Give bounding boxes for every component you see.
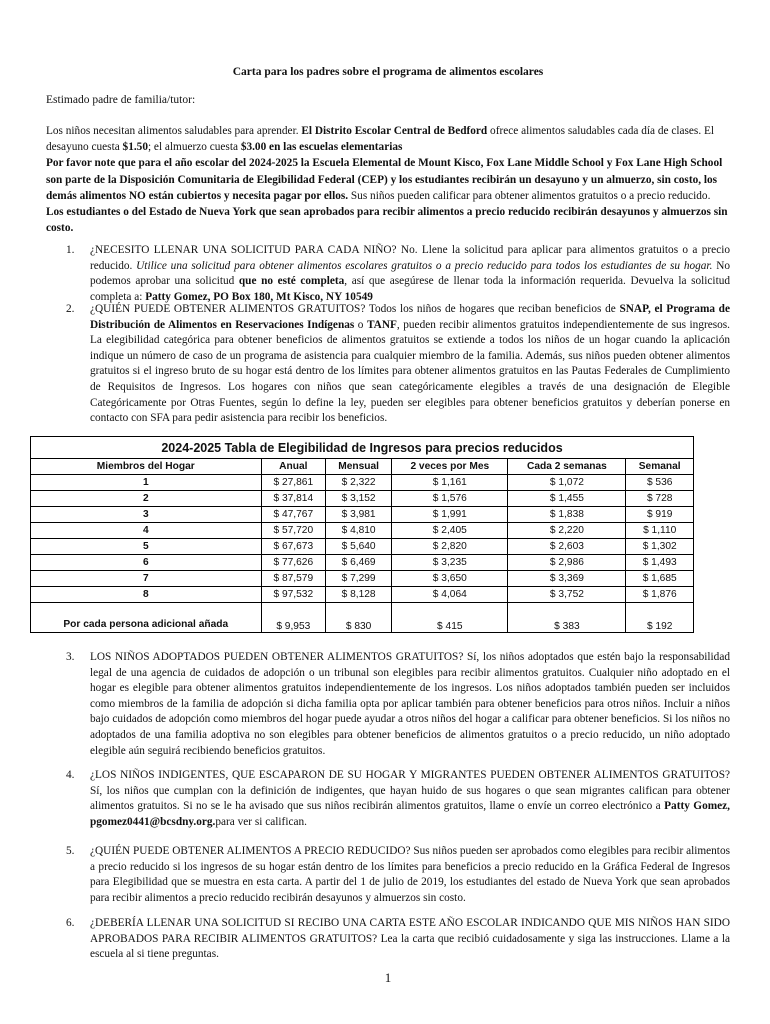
table-cell: $ 3,650 (392, 571, 508, 587)
faq-item-4: 4. ¿LOS NIÑOS INDIGENTES, QUE ESCAPARON DE SU HOGAR Y MIGRANTES PUEDEN OBTENER ALIMENTOS GRATUITOS? Sí, los niños que cumplan con la definición de indigentes, que hayan huido de sus hogares o que sean migrantes califican para obtener alimentos gratuitos. Si no se le ha avisado que sus niños recibirán alimentos gratuitos, llame o envíe un correo electrónico a Patty Gomez, pgomez0441@bcsdny.org.para ver si califican. (66, 769, 730, 828)
table-header-cell: Cada 2 semanas (508, 459, 626, 475)
table-cell: $ 1,455 (508, 491, 626, 507)
table-cell: $ 6,469 (326, 555, 392, 571)
table-cell: $ 830 (326, 603, 392, 633)
cep-notice: Por favor note que para el año escolar del 2024-2025 la Escuela Elemental de Mount Kisco, Fox Lane Middle School y Fox Lane High School son parte de la Disposición Comunitaria de Elegibilidad Federal (CEP) y los estudiantes recibirán un desayuno y un almuerzo, sin costo, los demás alimentos NO están cubiertos y necesita pagar por ellos. (46, 157, 723, 202)
table-row (31, 539, 694, 555)
table-cell: $ 8,128 (326, 587, 392, 603)
contact-email: Patty Gomez, pgomez0441@bcsdny.org. (90, 800, 730, 828)
table-cell: Por cada persona adicional añada (31, 603, 262, 633)
table-row-additional-person (31, 603, 694, 633)
table-cell: $ 9,953 (261, 603, 326, 633)
table-cell: $ 87,579 (261, 571, 326, 587)
table-cell: $ 67,673 (261, 539, 326, 555)
table-row (31, 571, 694, 587)
table-cell: $ 536 (626, 475, 694, 491)
table-cell: $ 5,640 (326, 539, 392, 555)
table-header-cell: Mensual (326, 459, 392, 475)
return-address: Patty Gomez, PO Box 180, Mt Kisco, NY 10549 (145, 290, 373, 303)
table-cell: $ 728 (626, 491, 694, 507)
income-eligibility-table (30, 436, 694, 633)
table-cell: $ 3,981 (326, 507, 392, 523)
intro-paragraph: Los niños necesitan alimentos saludables para aprender. El Distrito Escolar Central de Bedford ofrece alimentos saludables cada día de clases. El desayuno cuesta $1.50; el almuerzo cuesta $3.00 en las escuelas elementarias Por favor note que para el año escolar del 2024-2025 la Escuela Elemental de Mount Kisco, Fox Lane Middle School y Fox Lane High School son parte de la Disposición Comunitaria de Elegibilidad Federal (CEP) y los estudiantes recibirán un desayuno y un almuerzo, sin costo, los demás alimentos NO están cubiertos y necesita pagar por ellos. Sus niños pueden calificar para obtener alimentos gratuitos o a precio reducido. Los estudiantes o del Estado de Nueva York que sean aprobados para recibir alimentos a precio reducido recibirán desayunos y almuerzos sin costo. (46, 125, 728, 235)
salutation: Estimado padre de familia/tutor: (46, 94, 196, 106)
table-cell: $ 2,322 (326, 475, 392, 491)
table-cell: $ 2,603 (508, 539, 626, 555)
table-caption: 2024-2025 Tabla de Elegibilidad de Ingresos para precios reducidos (31, 437, 694, 459)
table-row (31, 507, 694, 523)
faq-item-5: 5. ¿QUIÉN PUEDE OBTENER ALIMENTOS A PRECIO REDUCIDO? Sus niños pueden ser aprobados como elegibles para recibir alimentos a precio reducido si los ingresos de su hogar están dentro de los límites para beneficios a precio reducido en la Gráfica Federal de Ingresos para Elegibilidad que se muestra en esta carta. A partir del 1 de julio de 2019, los estudiantes del estado de Nueva York que sean aprobados para recibir alimentos a precio reducido recibirán desayunos y almuerzos sin costo. (66, 845, 730, 904)
table-row (31, 523, 694, 539)
table-cell: $ 2,820 (392, 539, 508, 555)
table-cell: $ 1,876 (626, 587, 694, 603)
table-cell: 7 (31, 571, 262, 587)
table-row (31, 587, 694, 603)
table-cell: $ 4,064 (392, 587, 508, 603)
table-cell: 1 (31, 475, 262, 491)
table-cell: $ 919 (626, 507, 694, 523)
table-cell: $ 3,752 (508, 587, 626, 603)
table-cell: $ 1,302 (626, 539, 694, 555)
faq-item-1: 1. ¿NECESITO LLENAR UNA SOLICITUD PARA CADA NIÑO? No. Llene la solicitud para aplicar para alimentos gratuitos o a precio reducido. Utilice una solicitud para obtener alimentos escolares gratuitos o a precio reducido para todos los estudiantes de su hogar. No podemos aprobar una solicitud que no esté completa, así que asegúrese de llenar toda la información requerida. Devuelva la solicitud completa a: Patty Gomez, PO Box 180, Mt Kisco, NY 10549 (66, 244, 731, 303)
table-header-cell: Semanal (626, 459, 694, 475)
table-cell: $ 1,576 (392, 491, 508, 507)
table-cell: $ 3,152 (326, 491, 392, 507)
table-cell: $ 57,720 (261, 523, 326, 539)
table-cell: $ 7,299 (326, 571, 392, 587)
table-cell: 6 (31, 555, 262, 571)
table-cell: $ 1,838 (508, 507, 626, 523)
table-cell: $ 77,626 (261, 555, 326, 571)
table-header-cell: Anual (261, 459, 326, 475)
table-cell: $ 37,814 (261, 491, 326, 507)
table-header-row (31, 459, 694, 475)
table-cell: 5 (31, 539, 262, 555)
table-cell: $ 27,861 (261, 475, 326, 491)
table-cell: $ 4,810 (326, 523, 392, 539)
table-cell: $ 415 (392, 603, 508, 633)
faq-item-2: 2. ¿QUIÉN PUEDE OBTENER ALIMENTOS GRATUITOS? Todos los niños de hogares que reciban beneficios de SNAP, el Programa de Distribución de Alimentos en Reservaciones Indígenas o TANF, pueden recibir alimentos gratuitos independientemente de sus ingresos. La elegibilidad categórica para obtener beneficios de alimentos gratuitos se extiende a todos los niños de un hogar cuando la aplicación indique un número de caso de un programa de asistencia para cualquier miembro de la familia. Además, sus niños pueden obtener alimentos gratuitos si el ingreso bruto de su hogar está dentro de los límites para obtener alimentos gratuitos en las Pautas Federales de Cumplimiento de Requisitos de Ingresos. Los hogares con niños que sean categóricamente elegibles a través de una designación de Elegible Categóricamente por Otras Fuentes, según lo define la ley, pueden ser elegibles para obtener beneficios gratuitos y deberían ponerse en contacto con SFA para pedir asistencia para recibir los beneficios. (66, 303, 731, 425)
faq-item-3: 3. LOS NIÑOS ADOPTADOS PUEDEN OBTENER ALIMENTOS GRATUITOS? Sí, los niños adoptados que estén bajo la responsabilidad legal de una agencia de cuidados de adopción o un tribunal son elegibles para recibir alimentos gratuitos. Cualquier niño adoptado en el hogar es elegible para obtener alimentos gratuitos independientemente de los ingresos. Los niños adoptados también pueden ser incluidos como miembros de la familia de adopción si dicha familia opta por aplicar también para obtener beneficios para otros niños. Incluir a niños bajo cuidados de adopción como miembros del hogar puede ayudar a otros niños del hogar a calificar para obtener beneficios. Si los niños no adoptados de una familia adoptiva no son elegibles para obtener beneficios de alimentos gratuitos o a precio reducido, un niño adoptado elegible aún seguirá recibiendo beneficios gratuitos. (66, 651, 730, 757)
nys-reduced-notice: Los estudiantes o del Estado de Nueva York que sean aprobados para recibir alimentos a precio reducido recibirán desayunos y almuerzos sin costo. (46, 206, 728, 235)
letter-title: Carta para los padres sobre el programa de alimentos escolares (232, 66, 544, 78)
table-cell: $ 1,161 (392, 475, 508, 491)
page-number: 1 (384, 970, 392, 985)
table-cell: $ 2,986 (508, 555, 626, 571)
table-cell: $ 383 (508, 603, 626, 633)
table-cell: 8 (31, 587, 262, 603)
table-cell: $ 47,767 (261, 507, 326, 523)
table-row (31, 475, 694, 491)
table-header-cell: 2 veces por Mes (392, 459, 508, 475)
table-cell: $ 1,493 (626, 555, 694, 571)
faq-item-6: 6. ¿DEBERÍA LLENAR UNA SOLICITUD SI RECIBO UNA CARTA ESTE AÑO ESCOLAR INDICANDO QUE MIS NIÑOS HAN SIDO APROBADOS PARA RECIBIR ALIMENTOS GRATUITOS? Lea la carta que recibió cuidadosamente y siga las instrucciones. Llame a la escuela al si tiene preguntas. (66, 917, 730, 961)
table-row (31, 491, 694, 507)
table-row (31, 555, 694, 571)
table-cell: 3 (31, 507, 262, 523)
table-cell: 4 (31, 523, 262, 539)
table-cell: $ 1,685 (626, 571, 694, 587)
table-cell: $ 97,532 (261, 587, 326, 603)
table-cell: $ 2,405 (392, 523, 508, 539)
table-header-cell: Miembros del Hogar (31, 459, 262, 475)
table-cell: $ 3,369 (508, 571, 626, 587)
table-cell: $ 3,235 (392, 555, 508, 571)
table-cell: $ 192 (626, 603, 694, 633)
table-cell: 2 (31, 491, 262, 507)
table-cell: $ 1,072 (508, 475, 626, 491)
table-cell: $ 1,110 (626, 523, 694, 539)
table-cell: $ 2,220 (508, 523, 626, 539)
table-cell: $ 1,991 (392, 507, 508, 523)
